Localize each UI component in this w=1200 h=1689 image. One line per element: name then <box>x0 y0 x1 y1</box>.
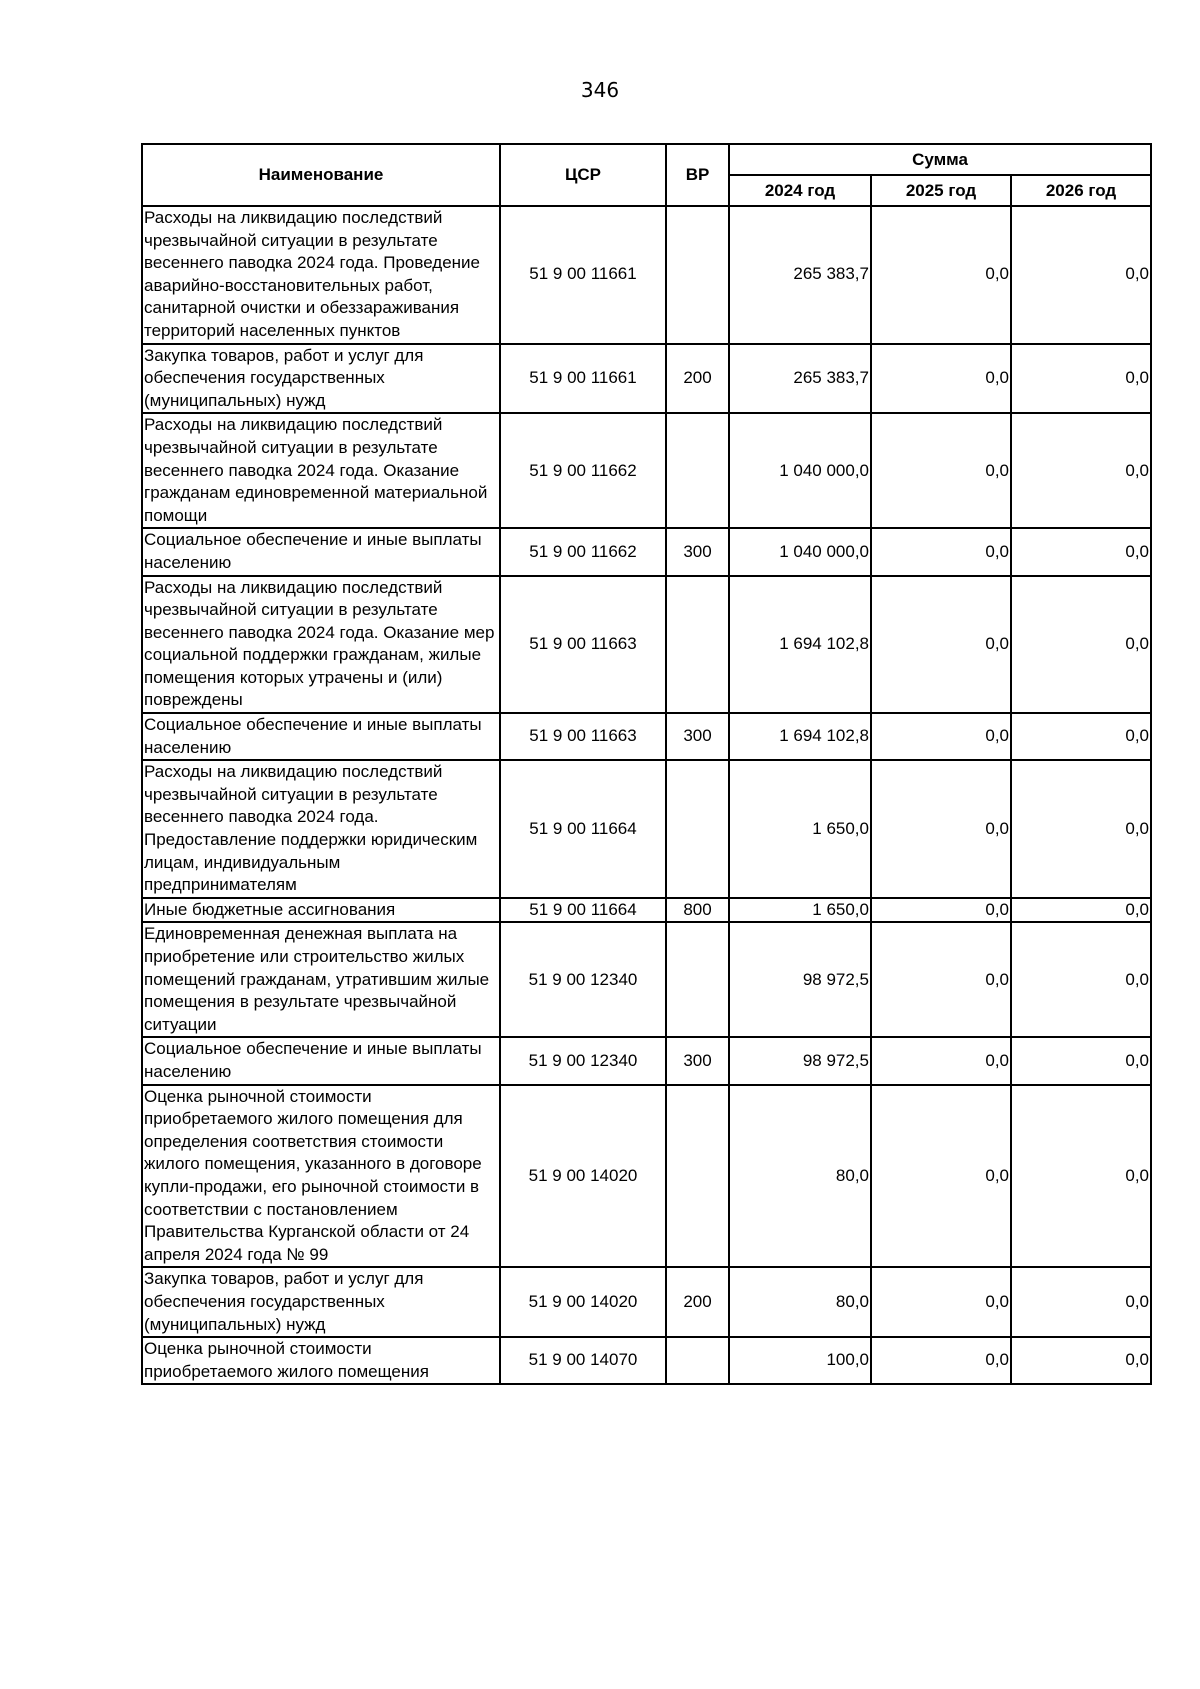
row-amount-2026: 0,0 <box>1011 1037 1151 1084</box>
row-amount-2026: 0,0 <box>1011 1085 1151 1268</box>
row-csr: 51 9 00 11663 <box>500 713 666 760</box>
row-csr: 51 9 00 11663 <box>500 576 666 714</box>
row-amount-2024: 265 383,7 <box>729 206 871 344</box>
row-amount-2026: 0,0 <box>1011 344 1151 414</box>
table-row <box>142 713 1151 760</box>
row-vr <box>666 413 729 528</box>
row-amount-2026: 0,0 <box>1011 413 1151 528</box>
row-amount-2025: 0,0 <box>871 713 1011 760</box>
row-vr <box>666 760 729 898</box>
row-amount-2025: 0,0 <box>871 576 1011 714</box>
row-name: Социальное обеспечение и иные выплаты населению <box>142 528 500 575</box>
row-amount-2024: 1 650,0 <box>729 898 871 923</box>
row-amount-2026: 0,0 <box>1011 1267 1151 1337</box>
row-csr: 51 9 00 11662 <box>500 413 666 528</box>
row-amount-2024: 1 040 000,0 <box>729 413 871 528</box>
row-csr: 51 9 00 12340 <box>500 922 666 1037</box>
row-amount-2025: 0,0 <box>871 413 1011 528</box>
row-vr: 300 <box>666 1037 729 1084</box>
row-name: Социальное обеспечение и иные выплаты населению <box>142 713 500 760</box>
row-amount-2025: 0,0 <box>871 206 1011 344</box>
row-vr: 300 <box>666 528 729 575</box>
header-name: Наименование <box>142 144 500 206</box>
page-number: 346 <box>580 78 620 102</box>
row-name: Социальное обеспечение и иные выплаты населению <box>142 1037 500 1084</box>
row-name: Единовременная денежная выплата на приобретение или строительство жилых помещений гражданам, утратившим жилые помещения в результате чрезвычайной ситуации <box>142 922 500 1037</box>
row-amount-2024: 98 972,5 <box>729 1037 871 1084</box>
row-csr: 51 9 00 11662 <box>500 528 666 575</box>
row-vr: 200 <box>666 344 729 414</box>
row-vr <box>666 1085 729 1268</box>
row-vr: 800 <box>666 898 729 923</box>
table-row <box>142 898 1151 923</box>
row-name: Расходы на ликвидацию последствий чрезвычайной ситуации в результате весеннего паводка 2024 года. Оказание мер социальной поддержки гражданам, жилые помещения которых утрачены и (или) повреждены <box>142 576 500 714</box>
header-csr: ЦСР <box>500 144 666 206</box>
table-row <box>142 576 1151 714</box>
row-amount-2025: 0,0 <box>871 898 1011 923</box>
row-amount-2024: 100,0 <box>729 1337 871 1384</box>
row-csr: 51 9 00 11661 <box>500 344 666 414</box>
header-vr: ВР <box>666 144 729 206</box>
table-row <box>142 206 1151 344</box>
row-name: Расходы на ликвидацию последствий чрезвычайной ситуации в результате весеннего паводка 2024 года. Предоставление поддержки юридическим лицам, индивидуальным предпринимателям <box>142 760 500 898</box>
row-amount-2026: 0,0 <box>1011 898 1151 923</box>
row-amount-2026: 0,0 <box>1011 760 1151 898</box>
row-name: Закупка товаров, работ и услуг для обеспечения государственных (муниципальных) нужд <box>142 1267 500 1337</box>
row-amount-2026: 0,0 <box>1011 206 1151 344</box>
row-csr: 51 9 00 11661 <box>500 206 666 344</box>
row-name: Расходы на ликвидацию последствий чрезвычайной ситуации в результате весеннего паводка 2024 года. Оказание гражданам единовременной материальной помощи <box>142 413 500 528</box>
row-amount-2025: 0,0 <box>871 1267 1011 1337</box>
row-amount-2024: 265 383,7 <box>729 344 871 414</box>
row-csr: 51 9 00 11664 <box>500 760 666 898</box>
row-vr: 300 <box>666 713 729 760</box>
row-csr: 51 9 00 11664 <box>500 898 666 923</box>
row-vr: 200 <box>666 1267 729 1337</box>
header-2026: 2026 год <box>1011 175 1151 206</box>
table-row <box>142 760 1151 898</box>
row-amount-2025: 0,0 <box>871 1037 1011 1084</box>
row-amount-2024: 80,0 <box>729 1267 871 1337</box>
row-amount-2025: 0,0 <box>871 922 1011 1037</box>
row-name: Иные бюджетные ассигнования <box>142 898 500 923</box>
table-row <box>142 344 1151 414</box>
row-amount-2024: 1 040 000,0 <box>729 528 871 575</box>
table-row <box>142 1085 1151 1268</box>
row-amount-2025: 0,0 <box>871 528 1011 575</box>
row-amount-2025: 0,0 <box>871 760 1011 898</box>
row-amount-2026: 0,0 <box>1011 528 1151 575</box>
row-csr: 51 9 00 14020 <box>500 1085 666 1268</box>
row-amount-2026: 0,0 <box>1011 576 1151 714</box>
row-amount-2026: 0,0 <box>1011 1337 1151 1384</box>
row-amount-2025: 0,0 <box>871 1085 1011 1268</box>
row-name: Оценка рыночной стоимости приобретаемого жилого помещения <box>142 1337 500 1384</box>
row-amount-2025: 0,0 <box>871 1337 1011 1384</box>
row-vr <box>666 1337 729 1384</box>
table-row <box>142 528 1151 575</box>
row-csr: 51 9 00 14070 <box>500 1337 666 1384</box>
row-amount-2026: 0,0 <box>1011 713 1151 760</box>
table-row <box>142 413 1151 528</box>
table-row <box>142 922 1151 1037</box>
header-sum: Сумма <box>729 144 1151 175</box>
row-amount-2025: 0,0 <box>871 344 1011 414</box>
header-2025: 2025 год <box>871 175 1011 206</box>
row-csr: 51 9 00 14020 <box>500 1267 666 1337</box>
row-vr <box>666 576 729 714</box>
row-name: Оценка рыночной стоимости приобретаемого жилого помещения для определения соответствия стоимости жилого помещения, указанного в договоре купли-продажи, его рыночной стоимости в соответствии с постановлением Правительства Курганской области от 24 апреля 2024 года № 99 <box>142 1085 500 1268</box>
row-name: Закупка товаров, работ и услуг для обеспечения государственных (муниципальных) нужд <box>142 344 500 414</box>
table-row <box>142 1267 1151 1337</box>
row-amount-2024: 98 972,5 <box>729 922 871 1037</box>
row-name: Расходы на ликвидацию последствий чрезвычайной ситуации в результате весеннего паводка 2024 года. Проведение аварийно-восстановительных работ, санитарной очистки и обеззараживания территорий населенных пунктов <box>142 206 500 344</box>
budget-table <box>141 143 1152 1385</box>
row-amount-2026: 0,0 <box>1011 922 1151 1037</box>
row-amount-2024: 1 694 102,8 <box>729 713 871 760</box>
table-row <box>142 1337 1151 1384</box>
header-2024: 2024 год <box>729 175 871 206</box>
row-vr <box>666 922 729 1037</box>
row-vr <box>666 206 729 344</box>
row-csr: 51 9 00 12340 <box>500 1037 666 1084</box>
row-amount-2024: 80,0 <box>729 1085 871 1268</box>
row-amount-2024: 1 650,0 <box>729 760 871 898</box>
row-amount-2024: 1 694 102,8 <box>729 576 871 714</box>
table-row <box>142 1037 1151 1084</box>
